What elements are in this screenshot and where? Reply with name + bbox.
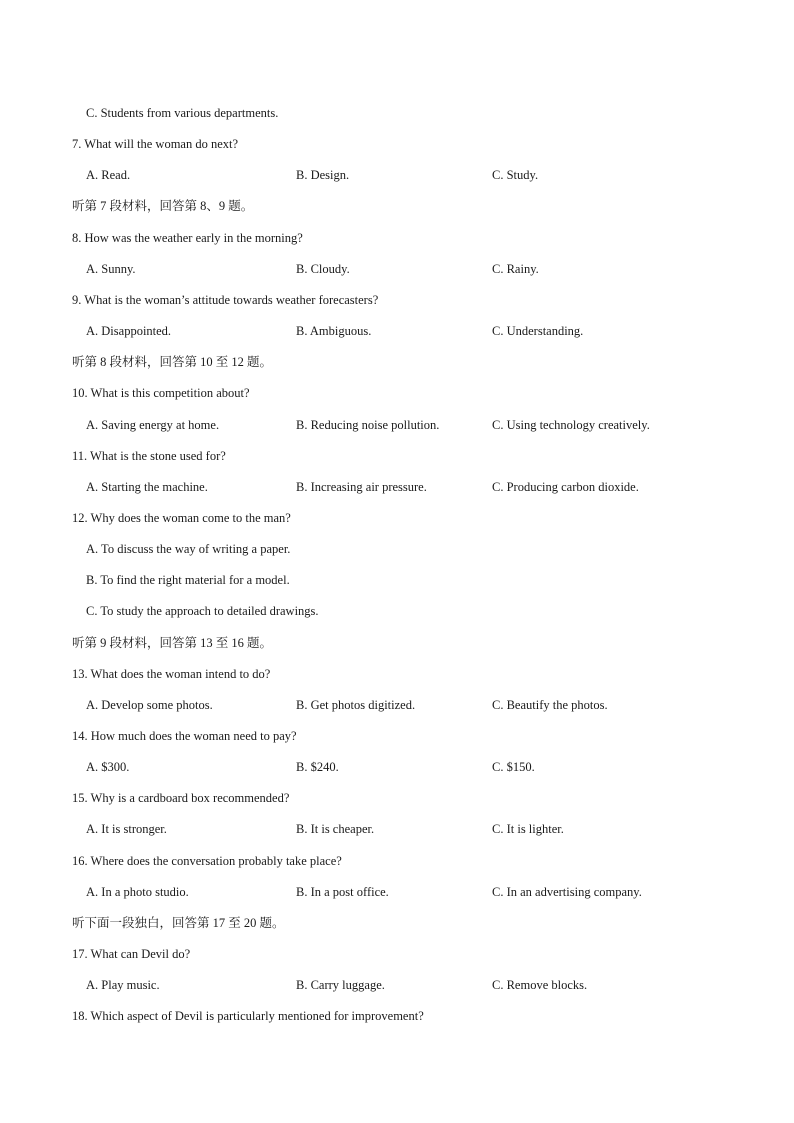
section-instruction <box>0 633 794 653</box>
question-line <box>0 383 794 403</box>
question-text: 10. What is this competition about? <box>72 386 250 401</box>
section-instruction <box>0 913 794 933</box>
options-row <box>0 819 794 839</box>
option-line <box>0 103 794 123</box>
option-c: C. Remove blocks. <box>492 978 588 993</box>
option-text: A. To discuss the way of writing a paper. <box>86 542 291 557</box>
options-row <box>0 321 794 341</box>
option-line <box>0 570 794 590</box>
question-line <box>0 726 794 746</box>
option-b: B. It is cheaper. <box>296 822 375 837</box>
question-text: 12. Why does the woman come to the man? <box>72 510 291 525</box>
section-text: 听第 7 段材料，回答第 8、9 题。 <box>72 199 254 214</box>
option-a: A. Read. <box>86 168 131 183</box>
section-text: 听第 8 段材料，回答第 10 至 12 题。 <box>72 355 273 370</box>
options-row <box>0 259 794 279</box>
section-text: 听下面一段独白，回答第 17 至 20 题。 <box>72 915 285 930</box>
option-c: C. It is lighter. <box>492 822 564 837</box>
question-line <box>0 851 794 871</box>
option-a: A. $300. <box>86 760 130 775</box>
section-instruction <box>0 196 794 216</box>
option-line <box>0 601 794 621</box>
option-c: C. Rainy. <box>492 261 539 276</box>
option-a: A. In a photo studio. <box>86 884 189 899</box>
options-row <box>0 882 794 902</box>
option-a: A. Play music. <box>86 978 160 993</box>
options-row <box>0 415 794 435</box>
question-text: 14. How much does the woman need to pay? <box>72 729 297 743</box>
question-line <box>0 788 794 808</box>
question-text: 18. Which aspect of Devil is particularly mentioned for improvement? <box>72 1009 424 1024</box>
question-text: 9. What is the woman’s attitude towards weather forecasters? <box>72 292 379 307</box>
options-row <box>0 975 794 995</box>
option-b: B. Cloudy. <box>296 261 350 276</box>
option-text: B. To find the right material for a model. <box>86 573 290 588</box>
option-b: B. In a post office. <box>296 884 389 899</box>
option-a: A. Starting the machine. <box>86 479 208 494</box>
options-row <box>0 165 794 185</box>
option-c: C. Study. <box>492 168 539 183</box>
option-b: B. Reducing noise pollution. <box>296 417 440 432</box>
option-text: C. To study the approach to detailed drawings. <box>86 604 319 619</box>
question-line <box>0 134 794 154</box>
question-line <box>0 508 794 528</box>
question-line <box>0 446 794 466</box>
option-c: C. Producing carbon dioxide. <box>492 479 639 494</box>
section-text: 听第 9 段材料，回答第 13 至 16 题。 <box>72 635 273 650</box>
option-b: B. $240. <box>296 760 339 775</box>
options-row <box>0 695 794 715</box>
option-text: C. Students from various departments. <box>86 106 279 120</box>
options-row <box>0 757 794 777</box>
option-b: B. Carry luggage. <box>296 978 385 993</box>
options-row <box>0 477 794 497</box>
option-a: A. Disappointed. <box>86 324 172 339</box>
question-line <box>0 664 794 684</box>
option-a: A. Sunny. <box>86 261 136 276</box>
option-c: C. In an advertising company. <box>492 884 642 899</box>
option-b: B. Increasing air pressure. <box>296 479 427 494</box>
option-b: B. Ambiguous. <box>296 324 372 339</box>
option-a: A. Saving energy at home. <box>86 417 220 432</box>
option-line <box>0 539 794 559</box>
option-a: A. Develop some photos. <box>86 697 213 712</box>
option-c: C. $150. <box>492 760 535 775</box>
question-line <box>0 228 794 248</box>
question-text: 7. What will the woman do next? <box>72 137 239 152</box>
option-c: C. Understanding. <box>492 324 584 339</box>
question-text: 16. Where does the conversation probably take place? <box>72 853 342 868</box>
option-c: C. Beautify the photos. <box>492 697 608 712</box>
section-instruction <box>0 352 794 372</box>
option-b: B. Get photos digitized. <box>296 697 416 712</box>
option-b: B. Design. <box>296 168 350 183</box>
question-text: 8. How was the weather early in the morning? <box>72 230 303 245</box>
question-text: 15. Why is a cardboard box recommended? <box>72 791 290 806</box>
question-line <box>0 1006 794 1026</box>
question-text: 11. What is the stone used for? <box>72 448 226 463</box>
option-c: C. Using technology creatively. <box>492 417 650 432</box>
question-text: 17. What can Devil do? <box>72 947 191 962</box>
question-line <box>0 944 794 964</box>
question-line <box>0 290 794 310</box>
option-a: A. It is stronger. <box>86 822 167 837</box>
question-text: 13. What does the woman intend to do? <box>72 666 271 681</box>
